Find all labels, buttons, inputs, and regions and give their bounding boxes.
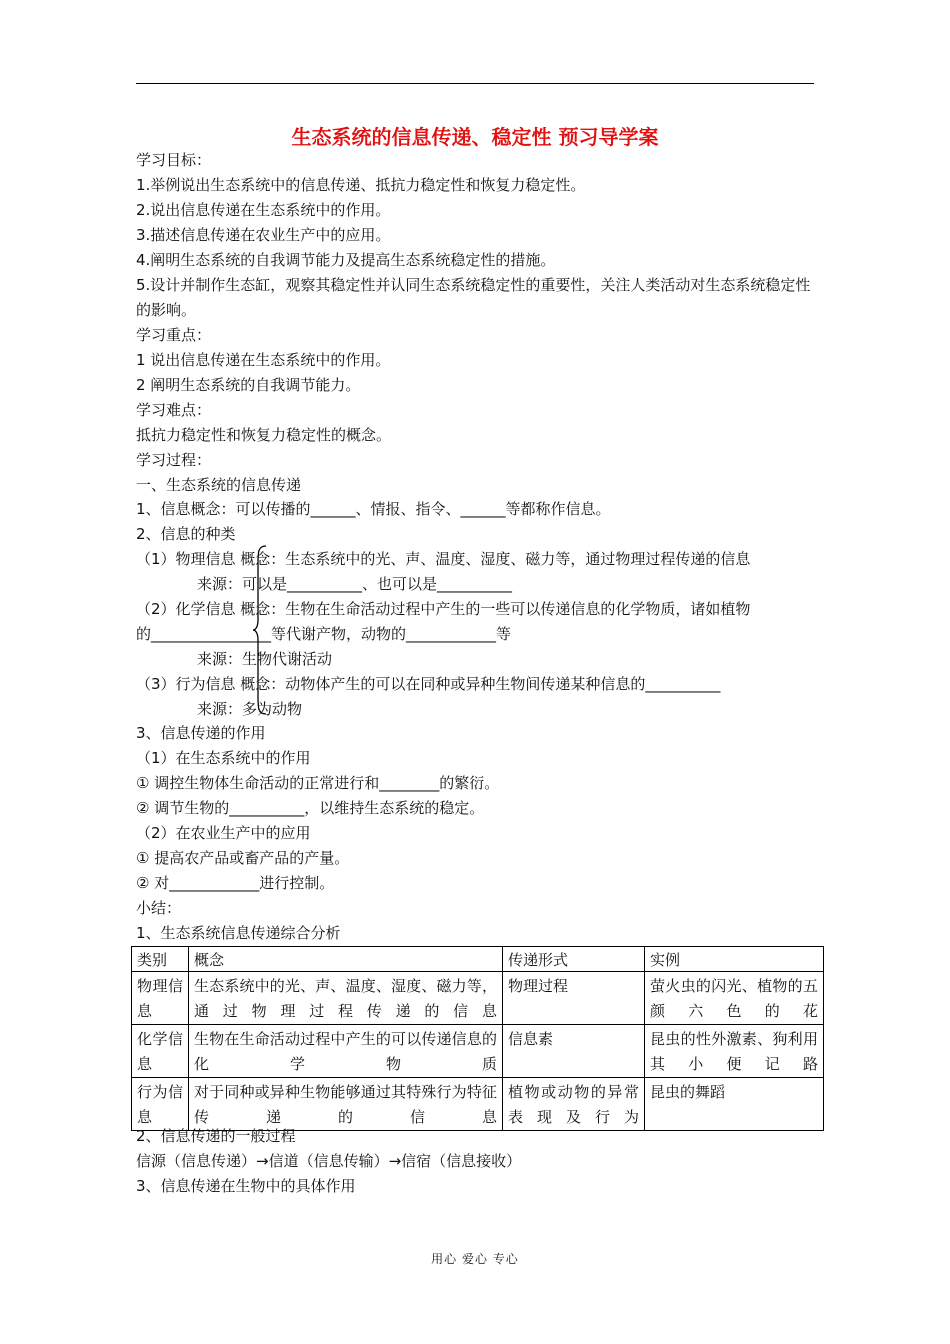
goal-1: 1.举例说出生态系统中的信息传递、抵抗力稳定性和恢复力稳定性。 [136, 176, 586, 194]
role-agriculture-heading: （2）在农业生产中的应用 [136, 824, 311, 842]
table-header-cell: 实例 [645, 947, 824, 972]
difficulty-1: 抵抗力稳定性和恢复力稳定性的概念。 [136, 426, 392, 444]
physical-info-source: 来源：可以是__________、也可以是__________ [197, 575, 513, 593]
behavior-info-source: 来源：多为动物 [197, 700, 303, 718]
table-cell-form: 植物或动物的异常表现及行为 [503, 1078, 645, 1131]
table-cell-concept: 对于同种或异种生物能够通过其特殊行为特征传递的信息 [189, 1078, 503, 1131]
key-point-2: 2 阐明生态系统的自我调节能力。 [136, 376, 361, 394]
chemical-info-source: 来源：生物代谢活动 [197, 650, 333, 668]
table-header-cell: 概念 [189, 947, 503, 972]
table-cell-example: 萤火虫的闪光、植物的五颜六色的花 [645, 972, 824, 1025]
section-1-heading: 一、生态系统的信息传递 [136, 476, 302, 494]
table-cell-concept: 生物在生命活动过程中产生的可以传递信息的化学物质 [189, 1025, 503, 1078]
info-types-heading: 2、信息的种类 [136, 525, 236, 543]
table-cell-form: 信息素 [503, 1025, 645, 1078]
header-rule [136, 83, 814, 84]
goals-heading: 学习目标： [136, 151, 212, 169]
summary-2-flow: 信源（信息传递）→信道（信息传输）→信宿（信息接收） [136, 1152, 522, 1170]
chemical-info-concept: （2）化学信息 概念：生物在生命活动过程中产生的一些可以传递信息的化学物质，诸如植物 [136, 600, 751, 618]
table-cell-concept: 生态系统中的光、声、温度、湿度、磁力等，通过物理过程传递的信息 [189, 972, 503, 1025]
page-title: 生态系统的信息传递、稳定性 预习导学案 [291, 125, 659, 149]
summary-heading: 小结： [136, 899, 182, 917]
table-cell-category: 物理信息 [132, 972, 189, 1025]
goal-4: 4.阐明生态系统的自我调节能力及提高生态系统稳定性的措施。 [136, 251, 556, 269]
process-heading: 学习过程： [136, 451, 212, 469]
role-ecosystem-1: ① 调控生物体生命活动的正常进行和________的繁衍。 [136, 774, 500, 792]
difficulty-heading: 学习难点： [136, 401, 212, 419]
behavior-info-concept: （3）行为信息 概念：动物体产生的可以在同种或异种生物间传递某种信息的__________ [136, 675, 721, 693]
chemical-info-continued: 的________________等代谢产物，动物的____________等 [136, 625, 512, 643]
table-row [132, 972, 824, 1025]
info-concept-line: 1、信息概念：可以传播的______、情报、指令、______等都称作信息。 [136, 500, 611, 518]
table-cell-category: 行为信息 [132, 1078, 189, 1131]
role-ecosystem-heading: （1）在生态系统中的作用 [136, 749, 311, 767]
role-ecosystem-2: ② 调节生物的__________，以维持生态系统的稳定。 [136, 799, 485, 817]
role-agriculture-1: ① 提高农产品或畜产品的产量。 [136, 849, 350, 867]
goal-2: 2.说出信息传递在生态系统中的作用。 [136, 201, 391, 219]
table-header-row [132, 947, 824, 972]
info-types-table [131, 946, 824, 1131]
table-row [132, 1025, 824, 1078]
summary-3: 3、信息传递在生物中的具体作用 [136, 1177, 356, 1195]
goal-3: 3.描述信息传递在农业生产中的应用。 [136, 226, 391, 244]
table-cell-category: 化学信息 [132, 1025, 189, 1078]
table-row [132, 1078, 824, 1131]
table-cell-example: 昆虫的舞蹈 [645, 1078, 824, 1131]
summary-2: 2、信息传递的一般过程 [136, 1127, 296, 1145]
table-header-cell: 传递形式 [503, 947, 645, 972]
physical-info-concept: （1）物理信息 概念：生态系统中的光、声、温度、湿度、磁力等，通过物理过程传递的信息 [136, 550, 751, 568]
summary-1: 1、生态系统信息传递综合分析 [136, 924, 341, 942]
table-header-cell: 类别 [132, 947, 189, 972]
key-point-1: 1 说出信息传递在生态系统中的作用。 [136, 351, 391, 369]
table-cell-example: 昆虫的性外激素、狗利用其小便记路 [645, 1025, 824, 1078]
info-role-heading: 3、信息传递的作用 [136, 724, 266, 742]
table-cell-form: 物理过程 [503, 972, 645, 1025]
page-footer: 用心 爱心 专心 [431, 1252, 519, 1266]
goal-5: 5.设计并制作生态缸，观察其稳定性并认同生态系统稳定性的重要性，关注人类活动对生态系统稳定性的影响。 [136, 276, 811, 319]
role-agriculture-2: ② 对____________进行控制。 [136, 874, 335, 892]
key-points-heading: 学习重点： [136, 326, 212, 344]
